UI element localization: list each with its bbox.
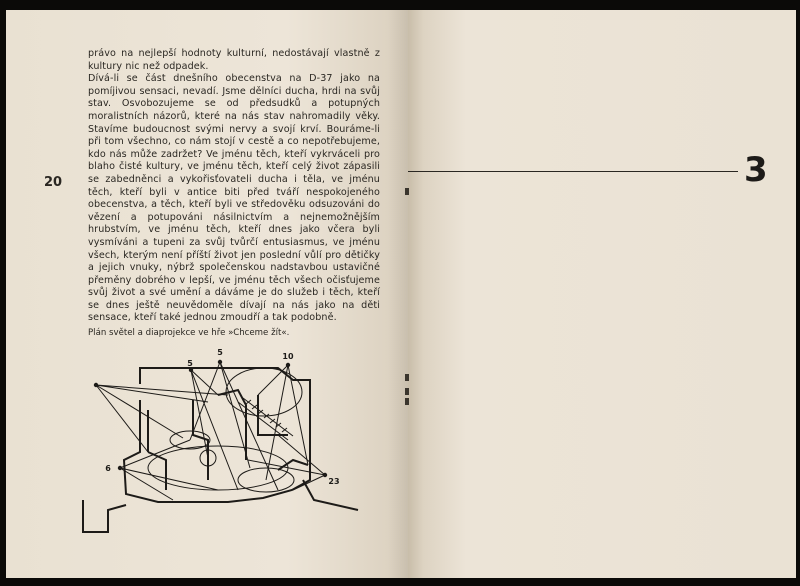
- book-spread: [6, 10, 796, 578]
- diagram-label-10: 10: [282, 352, 294, 361]
- right-page: [408, 10, 796, 578]
- diagram-label-5a: 5: [187, 359, 193, 368]
- chapter-rule: [408, 171, 738, 172]
- paragraph-2: Dívá-li se část dnešního obecenstva na D-37 jako na pomíjivou sensaci, nevadí. Jsme dělníci ducha, hrdi na svůj stav. Osvobozujeme se od předsudků a potupných moralistních názorů, které na nás stav nahromadily věky. Stavíme budoucnost svými nervy a svojí krví. Bouráme-li při tom všechno, co nám stojí v cestě a co nepotřebujeme, kdo nás může zadržet? Ve jménu těch, kteří vykrváceli pro blaho čisté kultury, ve jménu těch, kteří celý život zápasili se zabedněnci a vykořisťovateli ducha i těla, ve jménu těch, kteří byli v antice biti před tváří nespokojeného obecenstva, a těch, kteří byli ve středověku odsuzováni do vězení a potupováni násilnictvím a nejnemožnějším hrubstvím, ve jménu těch, kteří dnes jako včera byli vysmíváni a tupeni za svůj tvůrčí entusiasmus, ve jménu všech, kterým není příští život jen poslední vůlí pro dětičky a jejich vnuky, nýbrž společenskou nadstavbou ustavičné přeměny dobrého v lepší, ve jménu těch všech očisťujeme svůj život a své umění a dáváme je do služeb i těch, kteří se dnes ještě neuvědoměle dívají na nás jako na děti sensace, kteří také jednou zmoudří a tak podobně.: [88, 73, 380, 324]
- paragraph-1: právo na nejlepší hodnoty kulturní, nedostávají vlastně z kultury nic než odpadek.: [88, 48, 380, 72]
- left-page: [6, 10, 408, 578]
- lighting-plan-diagram: [78, 340, 368, 550]
- diagram-label-5b: 5: [217, 348, 223, 357]
- body-text: [88, 48, 380, 325]
- diagram-label-6: 6: [105, 464, 111, 473]
- diagram-label-23: 23: [328, 477, 340, 486]
- chapter-number: 3: [744, 150, 768, 190]
- page-number: 20: [44, 175, 63, 190]
- figure-caption: Plán světel a diaprojekce ve hře »Chceme žít«.: [88, 328, 290, 338]
